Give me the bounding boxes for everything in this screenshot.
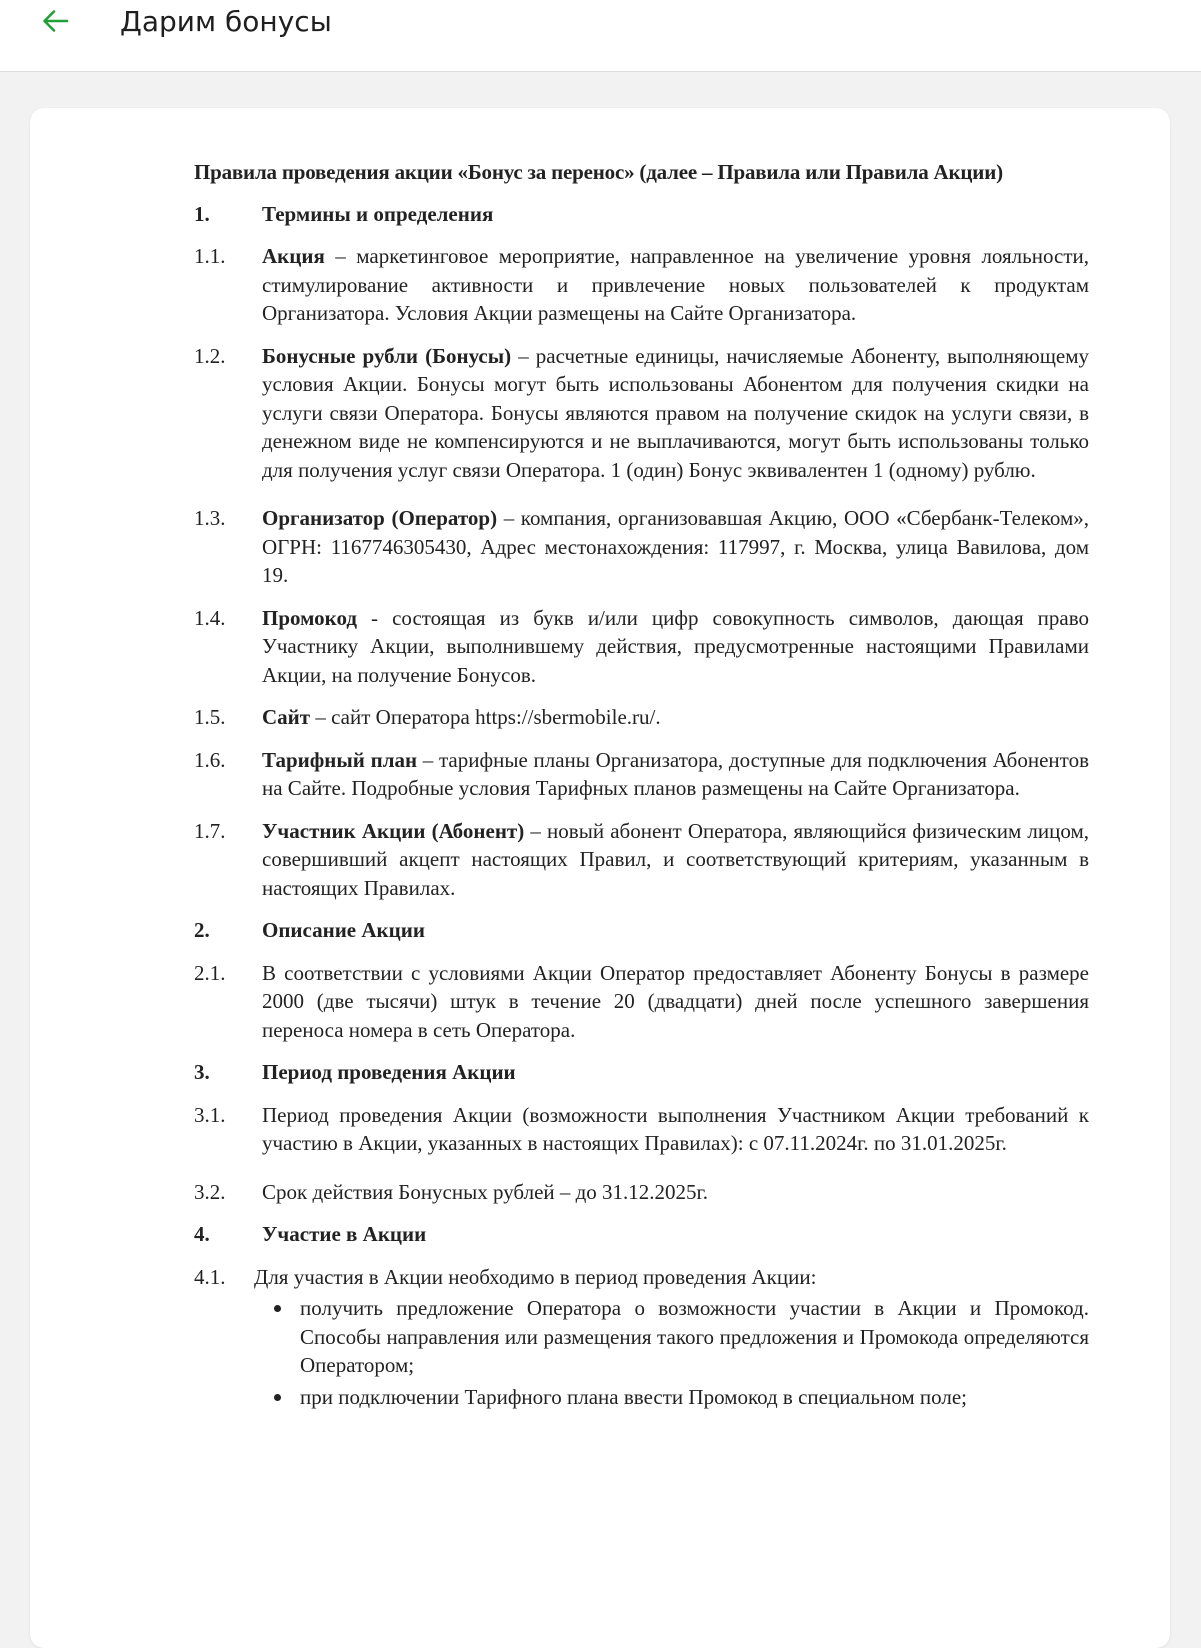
section-heading [194, 1220, 1089, 1249]
section-number: 1. [194, 201, 210, 226]
clause [194, 604, 1089, 690]
section-title: Участие в Акции [262, 1222, 427, 1246]
bullet-item: получить предложение Оператора о возможности участии в Акции и Промокод. Способы направления или размещения такого предложения и Промокода определяются Оператором; [300, 1294, 1089, 1380]
section-heading [194, 200, 1089, 229]
definition: – маркетинговое мероприятие, направленное на увеличение уровня лояльности, стимулирование активности и привлечение новых пользователей к продуктам Организатора. Условия Акции размещены на Сайте Организатора. [262, 244, 1089, 325]
clause-number: 3.2. [194, 1179, 226, 1204]
section-title: Период проведения Акции [262, 1060, 516, 1084]
clause-text: Для участия в Акции необходимо в период проведения Акции: [254, 1264, 817, 1289]
clause-number: 1.5. [194, 705, 226, 729]
term: Бонусные рубли (Бонусы) [262, 343, 512, 368]
term: Участник Акции (Абонент) [262, 818, 525, 843]
clause-text [262, 703, 1089, 732]
definition: – сайт Оператора https://sbermobile.ru/. [310, 705, 661, 729]
clause-text [262, 242, 1089, 328]
definition: – новый абонент Оператора, являющийся физическим лицом, совершивший акцепт настоящих Правил, и соответствующий критериям, указанным в настоящих Правилах. [262, 818, 1090, 900]
section-number: 4. [194, 1222, 210, 1246]
clause [194, 817, 1089, 903]
page-title: Дарим бонусы [120, 5, 332, 38]
clause-text [262, 504, 1089, 590]
clause-text: В соответствии с условиями Акции Оператор предоставляет Абоненту Бонусы в размере 2000 (две тысячи) штук в течение 20 (двадцати) дней после успешного завершения переноса номера в сеть Оператора. [262, 960, 1089, 1042]
clause-number: 1.2. [194, 343, 226, 368]
term: Сайт [262, 705, 311, 729]
term: Тарифный план [262, 747, 418, 772]
clause-text [262, 342, 1089, 485]
clause [194, 1178, 1089, 1207]
clause-number: 3.1. [194, 1102, 226, 1127]
clause-number: 2.1. [194, 960, 226, 985]
section-number: 2. [194, 918, 210, 942]
clause [194, 1101, 1089, 1158]
section-heading [194, 1058, 1089, 1087]
bullet-list [300, 1294, 1089, 1411]
term: Акция [262, 244, 325, 268]
definition: - состоящая из букв и/или цифр совокупность символов, дающая право Участнику Акции, выполнившему действия, предусмотренные настоящими Правилами Акции, на получение Бонусов. [262, 605, 1089, 687]
clause-text: Срок действия Бонусных рублей – до 31.12.2025г. [262, 1179, 709, 1204]
clause [194, 1263, 1089, 1292]
definition: – тарифные планы Организатора, доступные для подключения Абонентов на Сайте. Подробные условия Тарифных планов размещены на Сайте Организатора. [262, 747, 1089, 800]
definition: – расчетные единицы, начисляемые Абоненту, выполняющему условия Акции. Бонусы могут быть использованы Абонентом для получения скидки на услуги связи Оператора. Бонусы являются правом на получение скидок на услуги связи, в денежном виде не компенсируются и не выплачиваются, могут быть использованы только для получения услуг связи Оператора. 1 (один) Бонус эквивалентен 1 (одному) рублю. [262, 343, 1089, 482]
clause-text [262, 817, 1089, 903]
clause [194, 242, 1089, 328]
clause [194, 342, 1089, 485]
clause [194, 746, 1089, 803]
section-title: Описание Акции [262, 918, 425, 942]
clause-number: 1.6. [194, 747, 226, 772]
clause-number: 1.1. [194, 244, 226, 268]
clause [194, 959, 1089, 1045]
clause-text [262, 604, 1089, 690]
document-title: Правила проведения акции «Бонус за перенос» (далее – Правила или Правила Акции) [194, 160, 1003, 184]
arrow-left-icon [40, 6, 70, 36]
back-button[interactable] [36, 2, 74, 40]
clause-number: 4.1. [194, 1264, 226, 1289]
clause-text [262, 746, 1089, 803]
clause-text: Период проведения Акции (возможности выполнения Участником Акции требований к участию в Акции, указанных в настоящих Правилах): с 07.11.2024г. по 31.01.2025г. [262, 1102, 1089, 1155]
section-number: 3. [194, 1060, 210, 1084]
bullet-item: при подключении Тарифного плана ввести Промокод в специальном поле; [300, 1383, 1089, 1412]
term: Промокод [262, 605, 357, 630]
definition: – компания, организовавшая Акцию, ООО «Сбербанк-Телеком», ОГРН: 1167746305430, Адрес местонахождения: 117997, г. Москва, улица Вавилова, дом 19. [262, 506, 1089, 587]
clause [194, 504, 1089, 590]
clause-number: 1.3. [194, 506, 226, 530]
document-body [194, 158, 1089, 1414]
clause-number: 1.4. [194, 605, 226, 630]
clause [194, 703, 1089, 732]
clause-number: 1.7. [194, 818, 226, 843]
app-header [0, 0, 1201, 72]
section-heading [194, 916, 1089, 945]
term: Организатор (Оператор) [262, 506, 498, 530]
section-title: Термины и определения [262, 201, 494, 226]
